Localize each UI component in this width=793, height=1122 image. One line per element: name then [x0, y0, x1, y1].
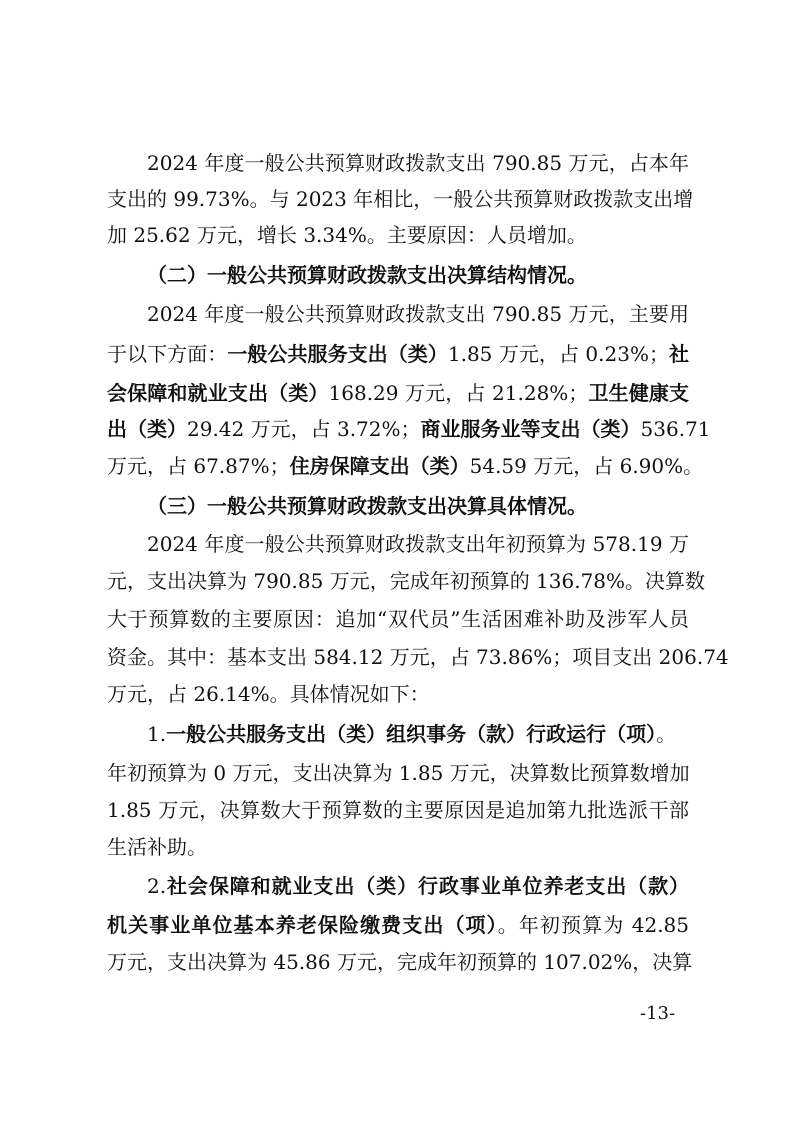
text: 。年初预算为 42.85: [497, 913, 690, 937]
text: 万元，占 67.87%；: [107, 454, 290, 478]
bold-text: 社: [668, 342, 690, 366]
text: 年初预算为 0 万元，支出决算为 1.85 万元，决算数比预算数增加: [107, 761, 690, 785]
text: 54.59 万元，占 6.90%。: [469, 454, 704, 478]
text-line: [107, 678, 689, 710]
text-line: [107, 603, 689, 635]
text-line: [107, 413, 711, 445]
text-line: [107, 450, 704, 482]
bold-text: 会保障和就业支出（类）: [107, 381, 329, 405]
text-line: [147, 528, 689, 560]
text: 支出的 99.73%。与 2023 年相比，一般公共预算财政拨款支出增: [107, 187, 694, 211]
text: 1.85 万元，占 0.23%；: [447, 342, 669, 366]
bold-text: 一般公共服务支出（类）组织事务（款）行政运行（项）: [166, 722, 657, 746]
section-heading: [147, 259, 689, 291]
text-line: [107, 338, 689, 370]
page-number: -13-: [640, 1003, 676, 1024]
bold-text: 一般公共服务支出（类）: [227, 342, 448, 366]
text: 2024 年度一般公共预算财政拨款支出 790.85 万元，主要用: [147, 302, 689, 326]
text: 万元，支出决算为 45.86 万元，完成年初预算的 107.02%，决算: [107, 950, 693, 974]
item-heading: [147, 718, 695, 750]
text: 2.: [147, 874, 167, 898]
bold-text: （二）一般公共预算财政拨款支出决算结构情况。: [147, 263, 587, 287]
item-heading: [147, 870, 689, 902]
text: 于以下方面：: [107, 342, 228, 366]
bold-text: 商业服务业等支出（类）: [420, 417, 641, 441]
text: 536.71: [640, 417, 711, 441]
text-line: [107, 565, 706, 597]
text: 元，支出决算为 790.85 万元，完成年初预算的 136.78%。决算数: [107, 569, 706, 593]
text-line: [107, 377, 689, 409]
text-line: [147, 298, 689, 330]
text: 2024 年度一般公共预算财政拨款支出年初预算为 578.19 万: [147, 532, 689, 556]
text-line: [107, 909, 689, 941]
text-line: [107, 831, 689, 863]
text: 大于预算数的主要原因：追加“双代员”生活困难补助及涉军人员: [107, 607, 689, 631]
bold-text: （三）一般公共预算财政拨款支出决算具体情况。: [147, 494, 587, 518]
text-line: [107, 757, 689, 789]
text-line: [107, 946, 693, 978]
text: 2024 年度一般公共预算财政拨款支出 790.85 万元，占本年: [147, 151, 689, 175]
bold-text: 卫生健康支: [588, 381, 690, 405]
text-line: [147, 147, 689, 179]
text-line: [107, 183, 694, 215]
text: 168.29 万元，占 21.28%；: [328, 381, 589, 405]
bold-text: 机关事业单位基本养老保险缴费支出（项）: [107, 913, 498, 937]
text: 1.: [147, 722, 167, 746]
bold-text: 住房保障支出（类）: [289, 454, 470, 478]
text: 万元，占 26.14%。具体情况如下：: [107, 682, 430, 706]
text-line: [107, 641, 729, 673]
text: 1.85 万元，决算数大于预算数的主要原因是追加第九批选派干部: [107, 798, 689, 822]
text-line: [107, 794, 689, 826]
text-line: [107, 219, 689, 251]
section-heading: [147, 490, 689, 522]
text: 资金。其中：基本支出 584.12 万元，占 73.86%；项目支出 206.74: [107, 645, 729, 669]
text: 。: [656, 722, 677, 746]
bold-text: 社会保障和就业支出（类）行政事业单位养老支出（款）: [166, 874, 689, 898]
bold-text: 出（类）: [107, 417, 187, 441]
text: 加 25.62 万元，增长 3.34%。主要原因：人员增加。: [107, 223, 587, 247]
text: 29.42 万元，占 3.72%；: [187, 417, 421, 441]
text: 生活补助。: [107, 835, 207, 859]
